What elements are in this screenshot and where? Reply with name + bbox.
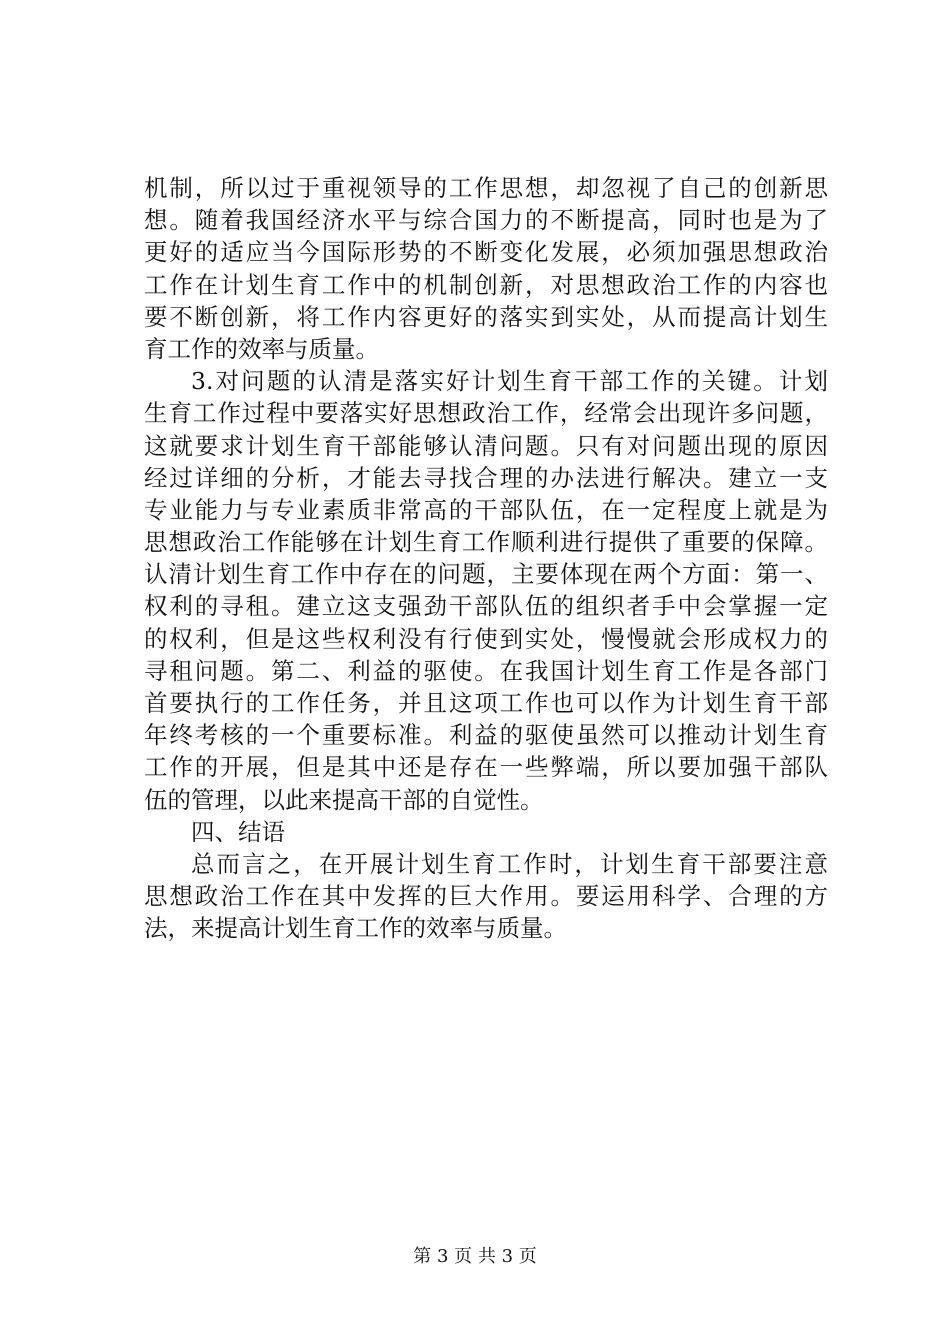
text-line: 首要执行的工作任务，并且这项工作也可以作为计划生育干部: [144, 689, 828, 717]
text-line: 权利的寻租。建立这支强劲干部队伍的组织者手中会掌握一定: [144, 592, 828, 621]
text-line: 更好的适应当今国际形势的不断变化发展，必须加强思想政治: [144, 238, 828, 267]
text-line: 认清计划生育工作中存在的问题，主要体现在两个方面：第一、: [144, 560, 828, 589]
text-line: 工作的开展，但是其中还是存在一些弊端，所以要加强干部队: [144, 753, 828, 782]
text-line: 生育工作过程中要落实好思想政治工作，经常会出现许多问题，: [144, 399, 828, 428]
document-body: [144, 172, 828, 945]
text-line: 经过详细的分析，才能去寻找合理的办法进行解决。建立一支: [144, 463, 828, 492]
text-line: 思想政治工作能够在计划生育工作顺利进行提供了重要的保障。: [144, 528, 828, 557]
text-line: 机制，所以过于重视领导的工作思想，却忽视了自己的创新思: [144, 174, 828, 202]
text-line: 3.对问题的认清是落实好计划生育干部工作的关键。计划: [191, 367, 828, 396]
text-line: 育工作的效率与质量。: [144, 334, 379, 363]
text-line: 总而言之，在开展计划生育工作时，计划生育干部要注意: [191, 849, 828, 878]
text-line: 伍的管理，以此来提高干部的自觉性。: [144, 785, 544, 814]
text-line: 工作在计划生育工作中的机制创新，对思想政治工作的内容也: [144, 270, 828, 299]
text-line: 的权利，但是这些权利没有行使到实处，慢慢就会形成权力的: [144, 624, 828, 653]
text-line: 寻租问题。第二、利益的驱使。在我国计划生育工作是各部门: [144, 656, 828, 685]
text-line: 法，来提高计划生育工作的效率与质量。: [144, 914, 567, 943]
text-line: 想。随着我国经济水平与综合国力的不断提高，同时也是为了: [144, 206, 828, 235]
text-line: 专业能力与专业素质非常高的干部队伍，在一定程度上就是为: [144, 495, 828, 524]
text-line: 思想政治工作在其中发挥的巨大作用。要运用科学、合理的方: [144, 882, 828, 911]
text-line: 这就要求计划生育干部能够认清问题。只有对问题出现的原因: [144, 431, 828, 460]
text-line: 要不断创新，将工作内容更好的落实到实处，从而提高计划生: [144, 302, 828, 331]
page-number-footer: 第 3 页 共 3 页: [413, 1246, 537, 1267]
text-line: 年终考核的一个重要标准。利益的驱使虽然可以推动计划生育: [144, 721, 828, 750]
section-heading: 四、结语: [191, 817, 285, 846]
